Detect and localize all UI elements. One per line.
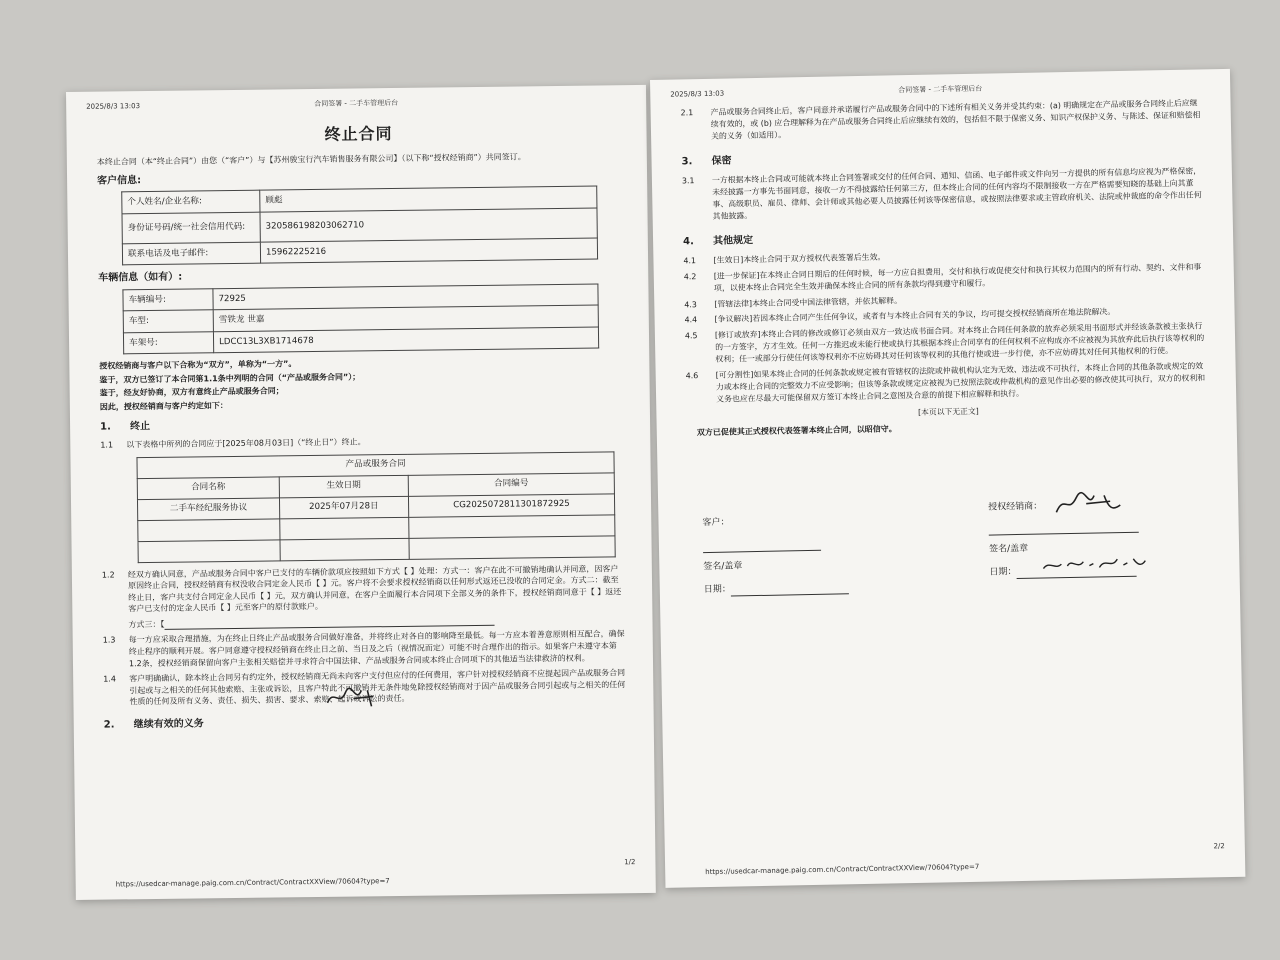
contract-page-2	[650, 69, 1245, 888]
clause-1-2	[102, 563, 627, 616]
section-number: 2.	[103, 719, 115, 731]
section-4-heading	[683, 225, 1207, 250]
vehicle-info-table	[122, 283, 599, 354]
way-3-label: 方式三：【	[128, 619, 165, 630]
column-header: 生效日期	[279, 475, 408, 498]
clause-1-2-way-3	[102, 613, 626, 631]
clause-1-1	[100, 433, 624, 451]
end-of-text-note: [本页以下无正文]	[918, 407, 979, 418]
clause-3-1	[682, 165, 1207, 222]
clause-text: [修订或放弃]本终止合同的修改或修订必须由双方一致达成书面合同。对本终止合同任何条款的放弃必须采用书面形式并经该条款被主张执行的一方签字，方才生效。任何一方推迟或未能行使或执行其根据本终止合同享有的任何权利不应构成亦不应被视为其放弃此后执行该等权利的权利；任一或部分行使任何该等权利亦不应妨碍其对任何该等权利的其他行使或进一步行使，亦不应妨碍其对任何其他权利的行使。	[714, 321, 1205, 364]
section-2-heading	[104, 712, 628, 733]
dealer-signature-icon	[1050, 487, 1141, 519]
contract-table	[136, 451, 615, 563]
customer-name-value: 顾彪	[260, 186, 597, 212]
whereas-paragraph-1: 鉴于，双方已签订了本合同第1.1条中列明的合同（“产品或服务合同”）；	[99, 372, 361, 385]
column-header: 合同编号	[408, 472, 614, 496]
clause-text: 每一方应采取合理措施，为在终止日终止产品或服务合同做好准备，并将终止对各自的影响降至最低。每一方应本着善意原则相互配合，确保终止程序的顺利开展。客户同意遵守授权经销商在终止日之前、当日及之后（视情况而定）可能不时合理作出的指示。如果客户未遵守本第1.2条，授权经销商保留向客户主张相关赔偿并寻求符合中国法律、产品或服务合同或本终止合同项下的其他适当法律救济的权利。	[128, 629, 625, 668]
clause-text: [生效日]本终止合同于双方授权代表签署后生效。	[713, 252, 886, 265]
section-title: 继续有效的义务	[133, 718, 204, 731]
empty-cell	[409, 514, 615, 538]
dealer-date-label: 日期：	[989, 567, 1017, 578]
parties-paragraph: 授权经销商与客户以下合称为“双方”，单称为“一方”。	[99, 359, 297, 371]
print-date: 2025/8/3 13:03	[670, 89, 725, 99]
blank-line	[164, 616, 494, 630]
page-footer	[705, 841, 1225, 877]
clause-number: 4.4	[684, 315, 698, 325]
dealer-label-text: 授权经销商：	[988, 501, 1043, 513]
section-number: 1.	[100, 421, 111, 434]
section-title: 终止	[130, 421, 151, 433]
document-title: 终止合同	[324, 124, 393, 144]
clause-2-1	[681, 97, 1206, 143]
clause-number: 4.5	[684, 331, 698, 341]
table-row	[122, 238, 597, 265]
page-number: 1/2	[624, 857, 636, 867]
clause-text: [争议解决]若因本终止合同产生任何争议，或者有与本终止合同有关的争议，均可提交授权经销商所在地法院解决。	[714, 307, 1116, 325]
print-site-title: 合同签署 - 二手车管理后台	[898, 84, 983, 95]
whereas-paragraph-2: 鉴于，经友好协商，双方有意终止产品或服务合同；	[99, 386, 284, 398]
empty-cell	[138, 539, 280, 562]
empty-cell	[280, 517, 409, 540]
customer-info-table	[121, 186, 598, 266]
vehicle-model-value: 雪铁龙 世嘉	[213, 305, 598, 331]
section-3-heading	[681, 145, 1205, 170]
dealer-sign-label: 签名/盖章	[988, 543, 1029, 555]
clause-text: 以下表格中所列的合同应于[2025年08月03日]（“终止日”）终止。	[126, 437, 366, 450]
clause-number: 3.1	[681, 176, 695, 186]
vehicle-model-label: 车型:	[123, 310, 213, 333]
empty-cell	[138, 518, 280, 541]
handwritten-signature-icon	[323, 684, 383, 711]
customer-contact-value: 15962225216	[260, 238, 597, 264]
customer-info-heading: 客户信息:	[97, 174, 142, 187]
contract-number-cell: CG2025072811301872925	[408, 493, 614, 517]
dealer-name-line	[989, 523, 1139, 536]
clause-text: [进一步保证]在本终止合同日期后的任何时候，每一方应自担费用，交付和执行或促使交付和执行其权力范围内的所有行动、契约、文件和事项，以使本终止合同完全生效并确保本终止合同的所有条款均得到遵守和履行。	[713, 262, 1202, 293]
contract-date-cell: 2025年07月28日	[279, 496, 408, 519]
customer-date-label: 日期：	[703, 584, 731, 596]
page-footer	[115, 857, 636, 889]
empty-cell	[280, 538, 409, 561]
contract-table-caption: 产品或服务合同	[137, 451, 614, 478]
vehicle-number-value: 72925	[213, 284, 598, 310]
section-title: 其他规定	[712, 234, 754, 247]
contract-page-1	[66, 85, 656, 900]
page-2-body	[680, 93, 1210, 438]
clause-text	[128, 613, 626, 631]
clause-text: 经双方确认同意，产品或服务合同中客户已支付的车辆价款项应按照如下方式【 】处理：方式一：客户在此不可撤销地确认并同意，因客户原因终止合同，授权经销商有权没收合同定金人民币【 】元。客户将不会要求授权经销商以任何形式返还已没收的合同定金。方式二：截至终止日，客户共支付合同定金人民币【 】元，双方确认并同意，在客户全面履行本合同项下全部义务的条件下，授权经销商同意于【 】返还客户已支付的定金人民币【 】元至客户的原付款账户。	[127, 563, 622, 614]
page-1-body	[96, 115, 627, 737]
clause-1-3	[103, 629, 627, 670]
customer-id-label: 身份证号码/统一社会信用代码:	[122, 212, 260, 244]
clause-number: 1.1	[100, 440, 114, 450]
section-title: 保密	[711, 155, 732, 167]
footer-url: https://usedcar-manage.paig.com.cn/Contract/ContractXXView/70604?type=7	[115, 876, 390, 889]
section-number: 4.	[682, 235, 694, 247]
intro-paragraph: 本终止合同（本“终止合同”）由您（“客户”）与【苏州骏宝行汽车销售服务有限公司】（以下称“授权经销商”）共同签订。	[96, 152, 526, 167]
clause-4-5	[685, 321, 1210, 367]
vehicle-number-label: 车辆编号:	[123, 288, 213, 311]
section-number: 3.	[681, 155, 693, 167]
clause-text: 产品或服务合同终止后，客户同意并承诺履行产品或服务合同中的下述所有相关义务并受其约束：(a) 明确规定在产品或服务合同终止后应继续有效的，或 (b) 应合理解释为在产品或服务合同终止后应继续有效的，包括但不限于保密义务、知识产权保护义务、与陈述、保证和赔偿相关的义务（如适用）。	[710, 98, 1201, 141]
print-site-title: 合同签署 - 二手车管理后台	[314, 98, 399, 108]
clause-4-6	[686, 360, 1211, 406]
table-row	[138, 535, 615, 562]
clause-text: [管辖法律]本终止合同受中国法律管辖，并依其解释。	[714, 295, 903, 309]
vehicle-vin-label: 车架号:	[123, 331, 213, 354]
page-header	[86, 95, 626, 114]
empty-cell	[409, 535, 615, 559]
section-1-heading	[100, 415, 624, 436]
contract-name-cell: 二手车经纪服务协议	[137, 497, 279, 520]
customer-signature-block	[702, 514, 849, 597]
table-row	[123, 327, 598, 354]
customer-date-line	[731, 584, 849, 596]
footer-url: https://usedcar-manage.paig.com.cn/Contract/ContractXXView/70604?type=7	[705, 862, 980, 876]
clause-text: 客户明确确认，除本终止合同另有约定外，授权经销商无尚未向客户支付但应付的任何费用，客户针对授权经销商不应提起因产品或服务合同引起或与之相关的任何其他索赔、主张或诉讼，且客户特此不可撤销并无条件地免除授权经销商对于因产品或服务合同引起或与之相关的任何性质的任何及所有义务、责任、损失、损害、要求、索赔、起诉或诉讼的责任。	[129, 668, 626, 707]
customer-contact-label: 联系电话及电子邮件:	[122, 242, 260, 265]
customer-name-label: 个人姓名/企业名称:	[122, 190, 260, 213]
clause-number: 1.3	[102, 635, 116, 646]
handwritten-date-icon	[1039, 551, 1149, 575]
column-header: 合同名称	[137, 476, 279, 499]
clause-number: 2.1	[680, 108, 694, 118]
clause-text: 一方根据本终止合同或可能就本终止合同签署或交付的任何合同、通知、信函、电子邮件或文件向另一方提供的所有信息均应视为严格保密，未经披露一方事先书面同意，接收一方不得披露给任何第三方，但本终止合同的任何内容均不限制接收一方在严格需要知晓的基础上向其董事、高级职员、雇员、律师、会计师或其他必要人员披露任何该等保密信息，或按照法律要求或主管政府机关、法院或仲裁庭的命令作出任何其他披露。	[711, 166, 1202, 221]
vehicle-vin-value: LDCC13L3XB1714678	[213, 327, 598, 353]
print-date: 2025/8/3 13:03	[86, 102, 141, 111]
clause-number: 4.6	[685, 371, 699, 381]
clause-number: 1.4	[103, 674, 116, 684]
vehicle-info-heading: 车辆信息（如有）:	[98, 271, 183, 284]
customer-label: 客户：	[702, 517, 730, 529]
customer-id-value: 320586198203062710	[260, 208, 597, 242]
clause-number: 1.2	[101, 569, 115, 580]
clause-number: 4.3	[684, 299, 697, 309]
confirmation-statement: 双方已促使其正式授权代表签署本终止合同，以昭信守。	[696, 424, 897, 437]
customer-sign-label: 签名/盖章	[703, 561, 743, 573]
clause-number: 4.2	[683, 272, 697, 282]
therefore-paragraph: 因此，授权经销商与客户约定如下：	[99, 400, 228, 412]
clause-text: [可分割性]如果本终止合同的任何条款或规定被有管辖权的法院或仲裁机构认定为无效、违法或不可执行，本终止合同的其他条款或规定的效力或本终止合同的完整效力不应受影响；但该等条款或规定应被视为已按照法院或仲裁机构的意见作出必要的修改使其可执行，双方的权利和义务也应在尽最大可能保留双方签订本终止合同之意图及合意的前提下相应解释和执行。	[715, 361, 1206, 404]
customer-name-line	[703, 541, 821, 553]
clause-number: 4.1	[683, 256, 697, 266]
page-number: 2/2	[1213, 841, 1225, 851]
